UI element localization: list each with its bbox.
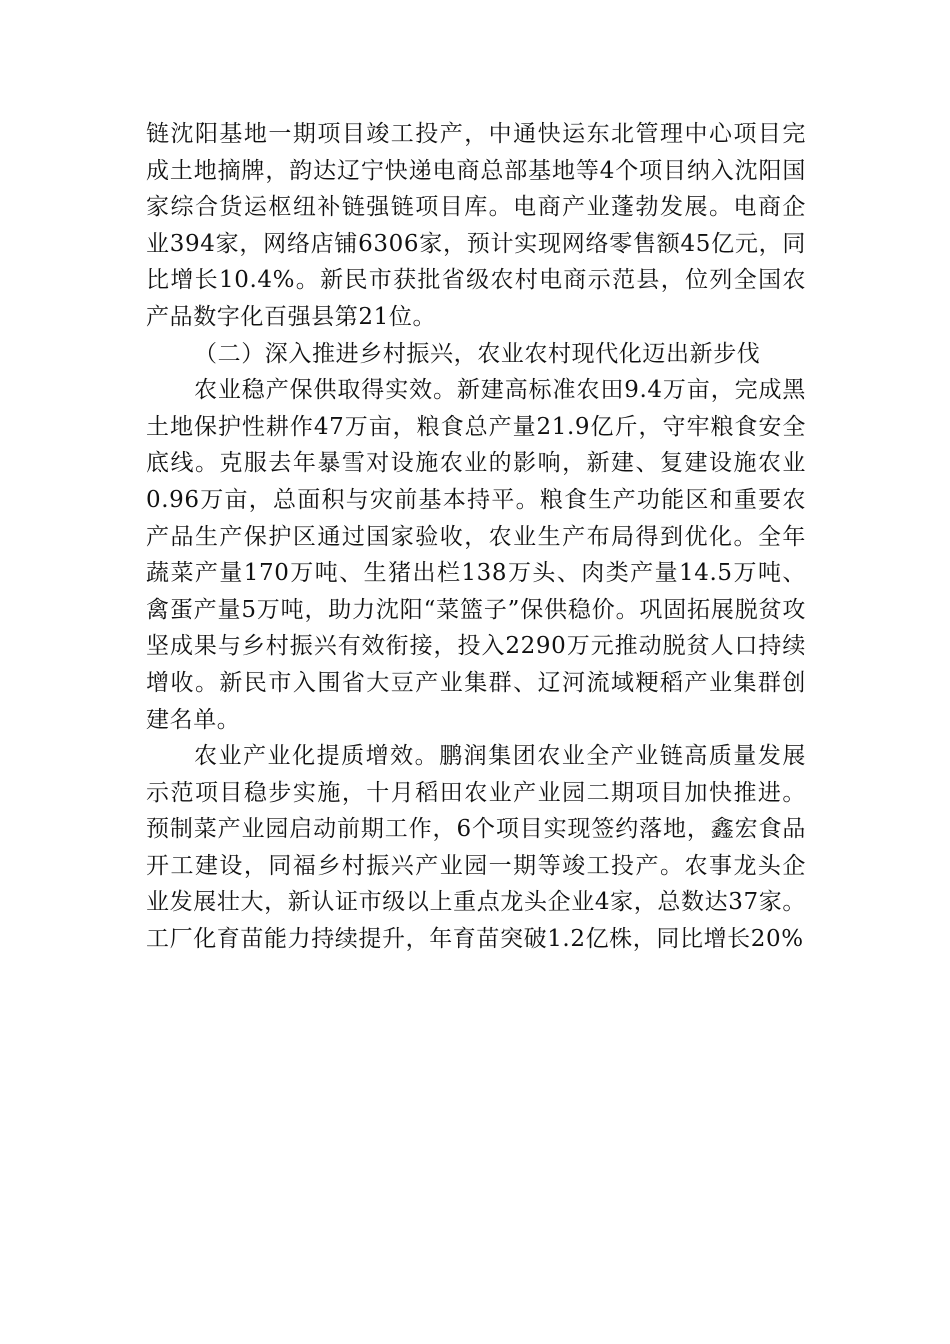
- section-heading-rural-revitalization: （二）深入推进乡村振兴，农业农村现代化迈出新步伐: [194, 340, 761, 367]
- paragraph-agriculture-supply: 农业稳产保供取得实效。新建高标准农田9.4万亩，完成黑土地保护性耕作47万亩，粮食总产量21.9亿斤，守牢粮食安全底线。克服去年暴雪对设施农业的影响，新建、复建设施农业0.96万亩，总面积与灾前基本持平。粮食生产功能区和重要农产品生产保护区通过国家验收，农业生产布局得到优化。全年蔬菜产量170万吨、生猪出栏138万头、肉类产量14.5万吨、禽蛋产量5万吨，助力沈阳“菜篮子”保供稳价。巩固拓展脱贫攻坚成果与乡村振兴有效衔接，投入2290万元推动脱贫人口持续增收。新民市入围省大豆产业集群、辽河流域粳稻产业集群创建名单。: [146, 377, 806, 733]
- document-body: [146, 116, 806, 958]
- paragraph-ecommerce-continuation: 链沈阳基地一期项目竣工投产，中通快运东北管理中心项目完成土地摘牌，韵达辽宁快递电商总部基地等4个项目纳入沈阳国家综合货运枢纽补链强链项目库。电商产业蓬勃发展。电商企业394家，网络店铺6306家，预计实现网络零售额45亿元，同比增长10.4%。新民市获批省级农村电商示范县，位列全国农产品数字化百强县第21位。: [146, 121, 806, 330]
- paragraph-agriculture-industrialization: 农业产业化提质增效。鹏润集团农业全产业链高质量发展示范项目稳步实施，十月稻田农业产业园二期项目加快推进。预制菜产业园启动前期工作，6个项目实现签约落地，鑫宏食品开工建设，同福乡村振兴产业园一期等竣工投产。农事龙头企业发展壮大，新认证市级以上重点龙头企业4家，总数达37家。工厂化育苗能力持续提升，年育苗突破1.2亿株，同比增长20%: [146, 743, 806, 953]
